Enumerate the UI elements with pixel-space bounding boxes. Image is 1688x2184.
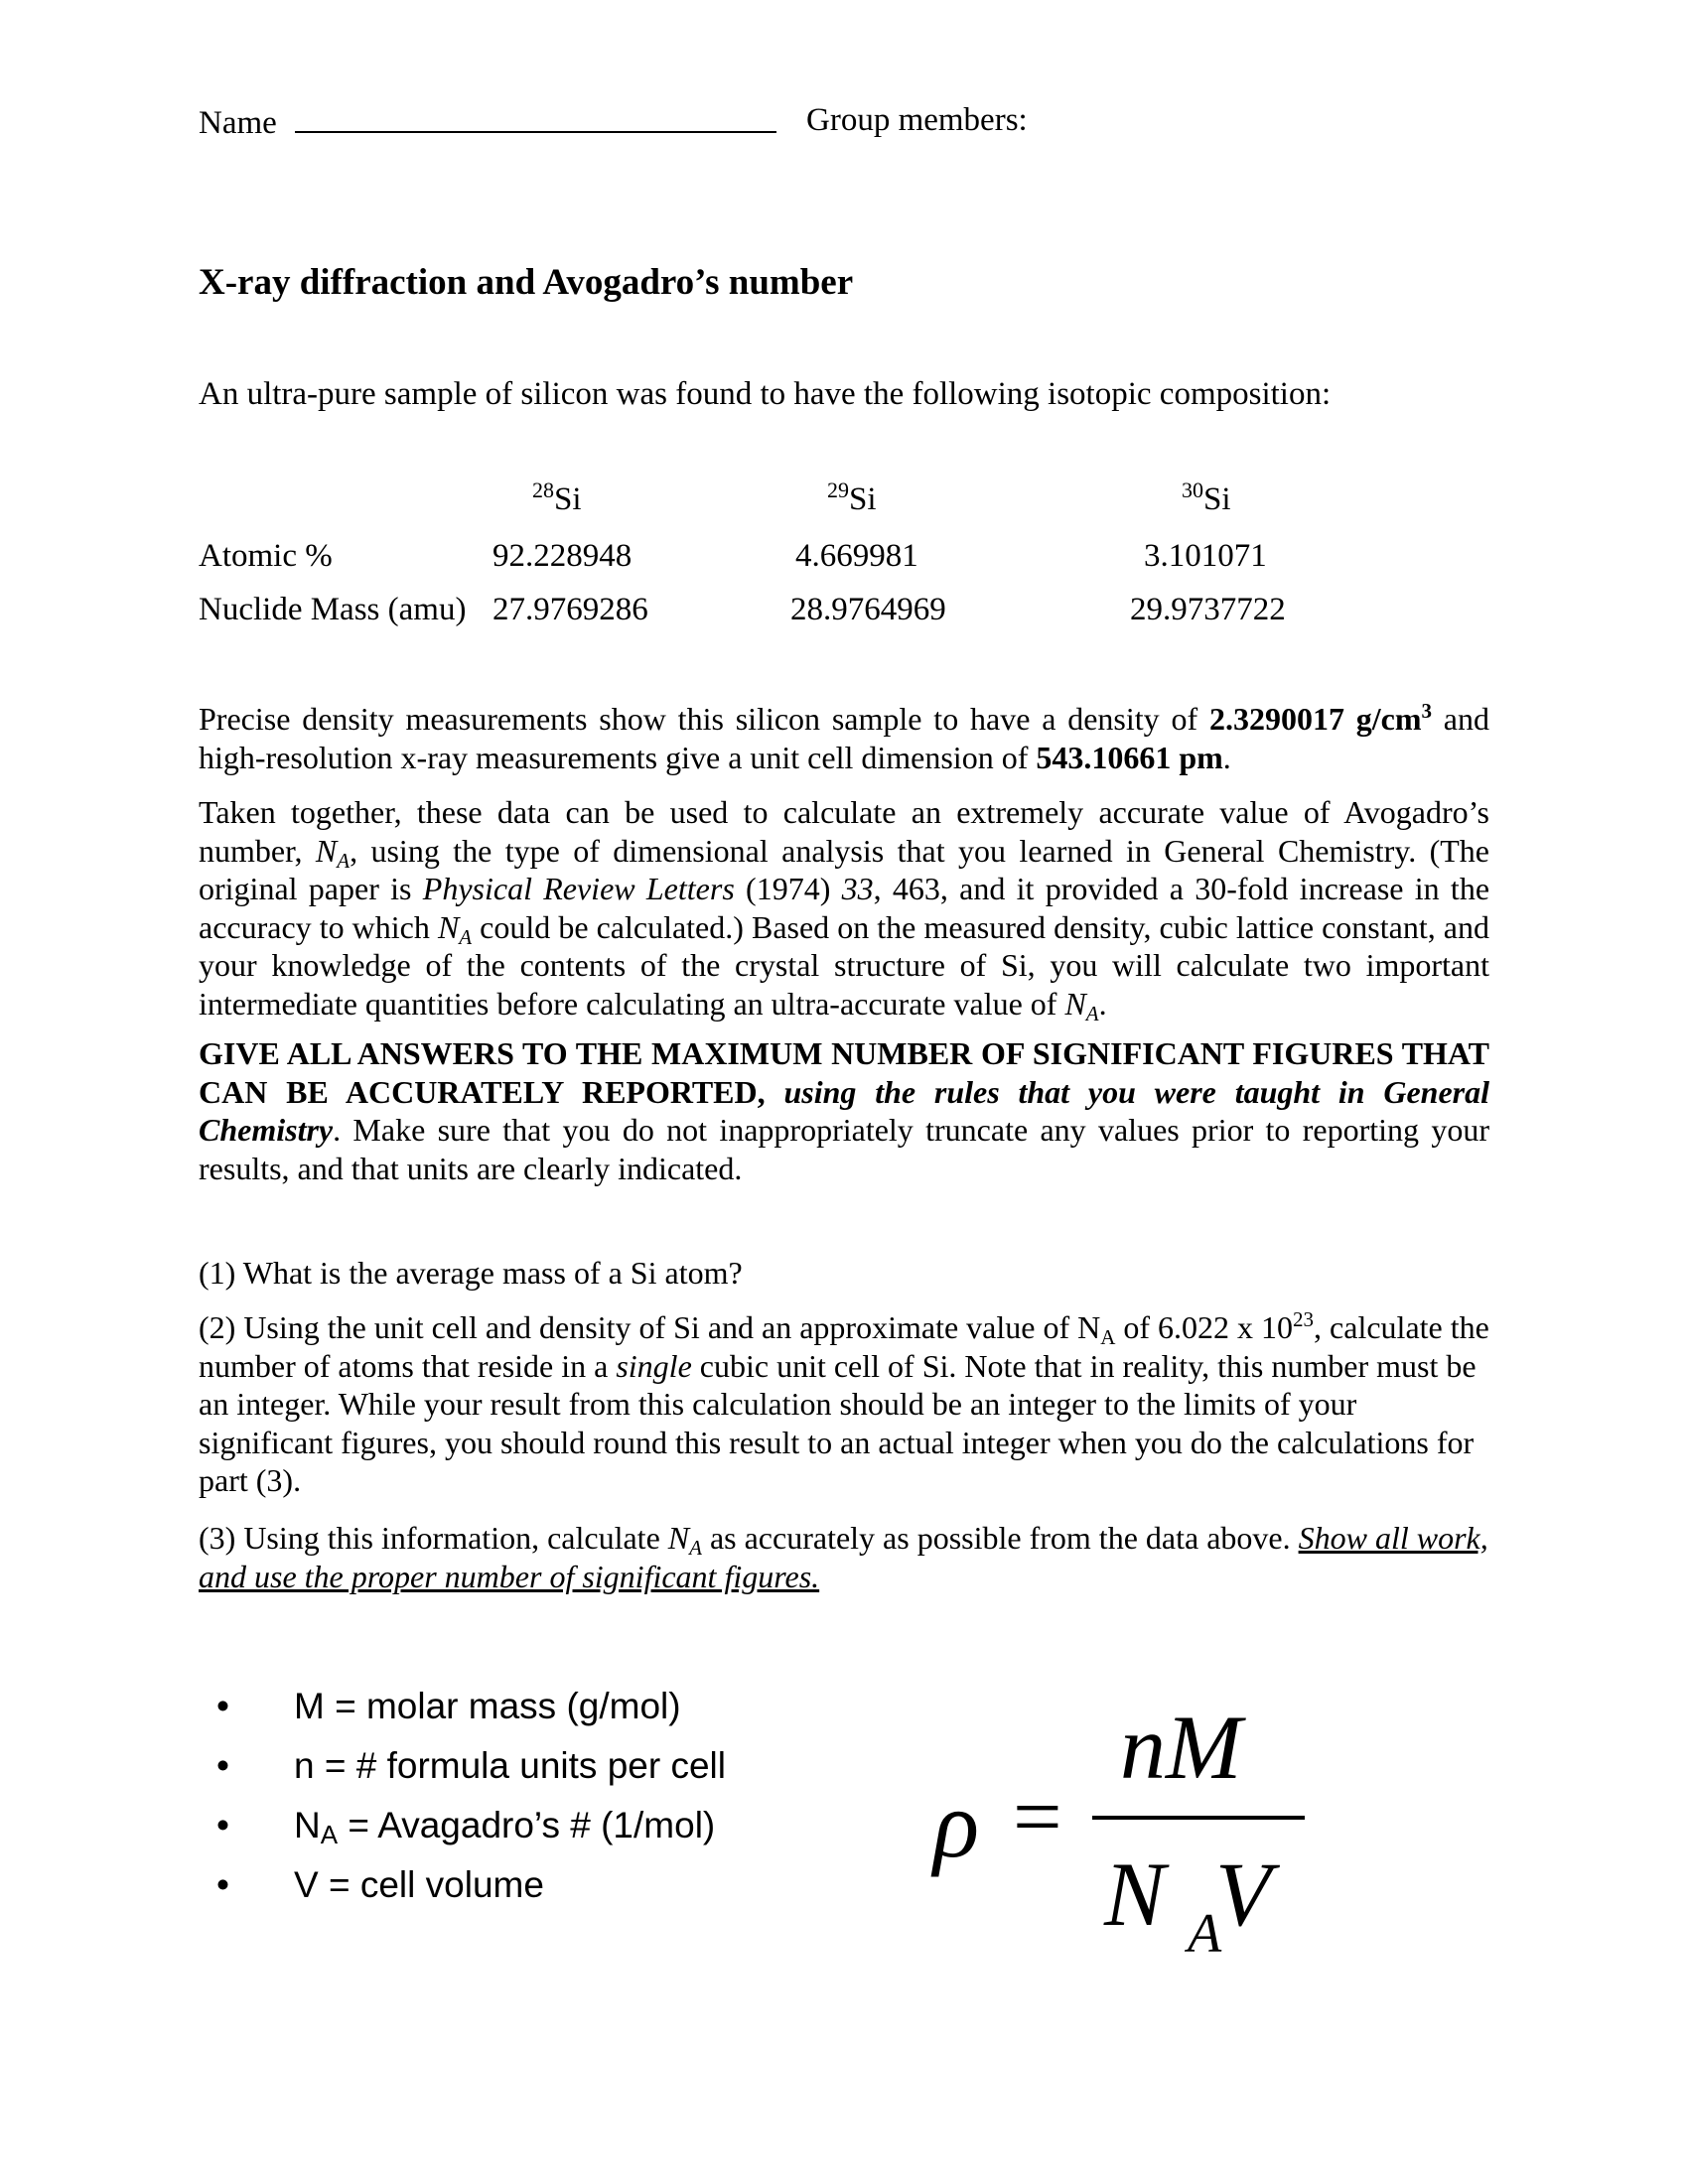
group-members-label: Group members: bbox=[806, 102, 1028, 138]
isotope-header-28: $^{28}$Si bbox=[532, 478, 582, 517]
table-cell: 27.9769286 bbox=[492, 592, 648, 627]
intro-text: An ultra-pure sample of silicon was found to have the following isotopic composition: bbox=[199, 376, 1332, 412]
bullet-icon: • bbox=[216, 1745, 229, 1786]
table-cell: 28.9764969 bbox=[790, 592, 946, 627]
formula-numerator: nM bbox=[1120, 1697, 1242, 1798]
show-work-instruction: Show all work, and use the proper number of significant figures. bbox=[199, 1520, 1488, 1594]
name-blank-line[interactable] bbox=[295, 101, 776, 133]
table-cell: 29.9737722 bbox=[1130, 592, 1286, 627]
formula-rho: ρ bbox=[933, 1771, 980, 1877]
row-label-atomic-percent: Atomic % bbox=[199, 538, 333, 574]
table-cell: 3.101071 bbox=[1144, 538, 1267, 574]
unit-cell-value: 543.10661 pm bbox=[1036, 739, 1223, 775]
avogadro-paragraph: Taken together, these data can be used to calculate an extremely accurate value of Avogadro’s number, $N_A$, using the type of dimensional analysis that you learned in General Chemistry. (The original paper is Physical Review Letters (1974) 33, 463, and it provided a 30-fold increase in the accuracy to which $N_A$ could be calculated.) Based on the measured density, cubic lattice constant, and your knowledge of the contents of the crystal structure of Si, you will calculate two important intermediate quantities before calculating an ultra-accurate value of $N_A$. bbox=[199, 794, 1490, 1025]
formula-denominator-n: N bbox=[1104, 1843, 1166, 1945]
name-label: Name bbox=[199, 105, 277, 141]
isotope-header-30: $^{30}$Si bbox=[1182, 478, 1231, 517]
formula-denominator-sub: A bbox=[1188, 1903, 1222, 1965]
question-3: (3) Using this information, calculate $N_A$ as accurately as possible from the data above. Show all work, and use the proper number of significant figures. bbox=[199, 1520, 1488, 1594]
journal-name: Physical Review Letters bbox=[422, 871, 735, 906]
row-label-nuclide-mass: Nuclide Mass (amu) bbox=[199, 592, 467, 627]
fraction-bar bbox=[1092, 1816, 1305, 1820]
density-value: 2.3290017 $g/cm^3$ bbox=[1208, 699, 1432, 737]
page-title: X-ray diffraction and Avogadro’s number bbox=[199, 262, 854, 303]
bullet-icon: • bbox=[216, 1686, 229, 1726]
density-paragraph: Precise density measurements show this silicon sample to have a density of 2.3290017 $g/cm^3$ and high-resolution x-ray measurements give a unit cell dimension of 543.10661 pm. bbox=[199, 699, 1490, 775]
formula-equals: = bbox=[1013, 1769, 1062, 1865]
question-1: (1) What is the average mass of a Si atom? bbox=[199, 1255, 743, 1291]
name-field bbox=[199, 101, 776, 142]
bullet-icon: • bbox=[216, 1864, 229, 1905]
table-cell: 92.228948 bbox=[492, 538, 633, 574]
table-cell: 4.669981 bbox=[795, 538, 918, 574]
isotope-header-29: $^{29}$Si bbox=[827, 478, 877, 517]
formula-denominator-v: V bbox=[1215, 1843, 1272, 1945]
bullet-icon: • bbox=[216, 1805, 229, 1845]
question-2: (2) Using the unit cell and density of Si and an approximate value of $N_A$ of 6.022 x $10^{23}$, calculate the number of atoms that reside in a single cubic unit cell of Si. Note that in reality, this number must be an integer. While your result from this calculation should be an integer to the limits of your significant figures, you should round this result to an actual integer when you do the calculations for part (3). bbox=[199, 1307, 1489, 1498]
significant-figures-paragraph: GIVE ALL ANSWERS TO THE MAXIMUM NUMBER OF SIGNIFICANT FIGURES THAT CAN BE ACCURATELY REPORTED, using the rules that you were taught in General Chemistry. Make sure that you do not inappropriately truncate any values prior to reporting your results, and that units are clearly indicated. bbox=[199, 1035, 1490, 1186]
